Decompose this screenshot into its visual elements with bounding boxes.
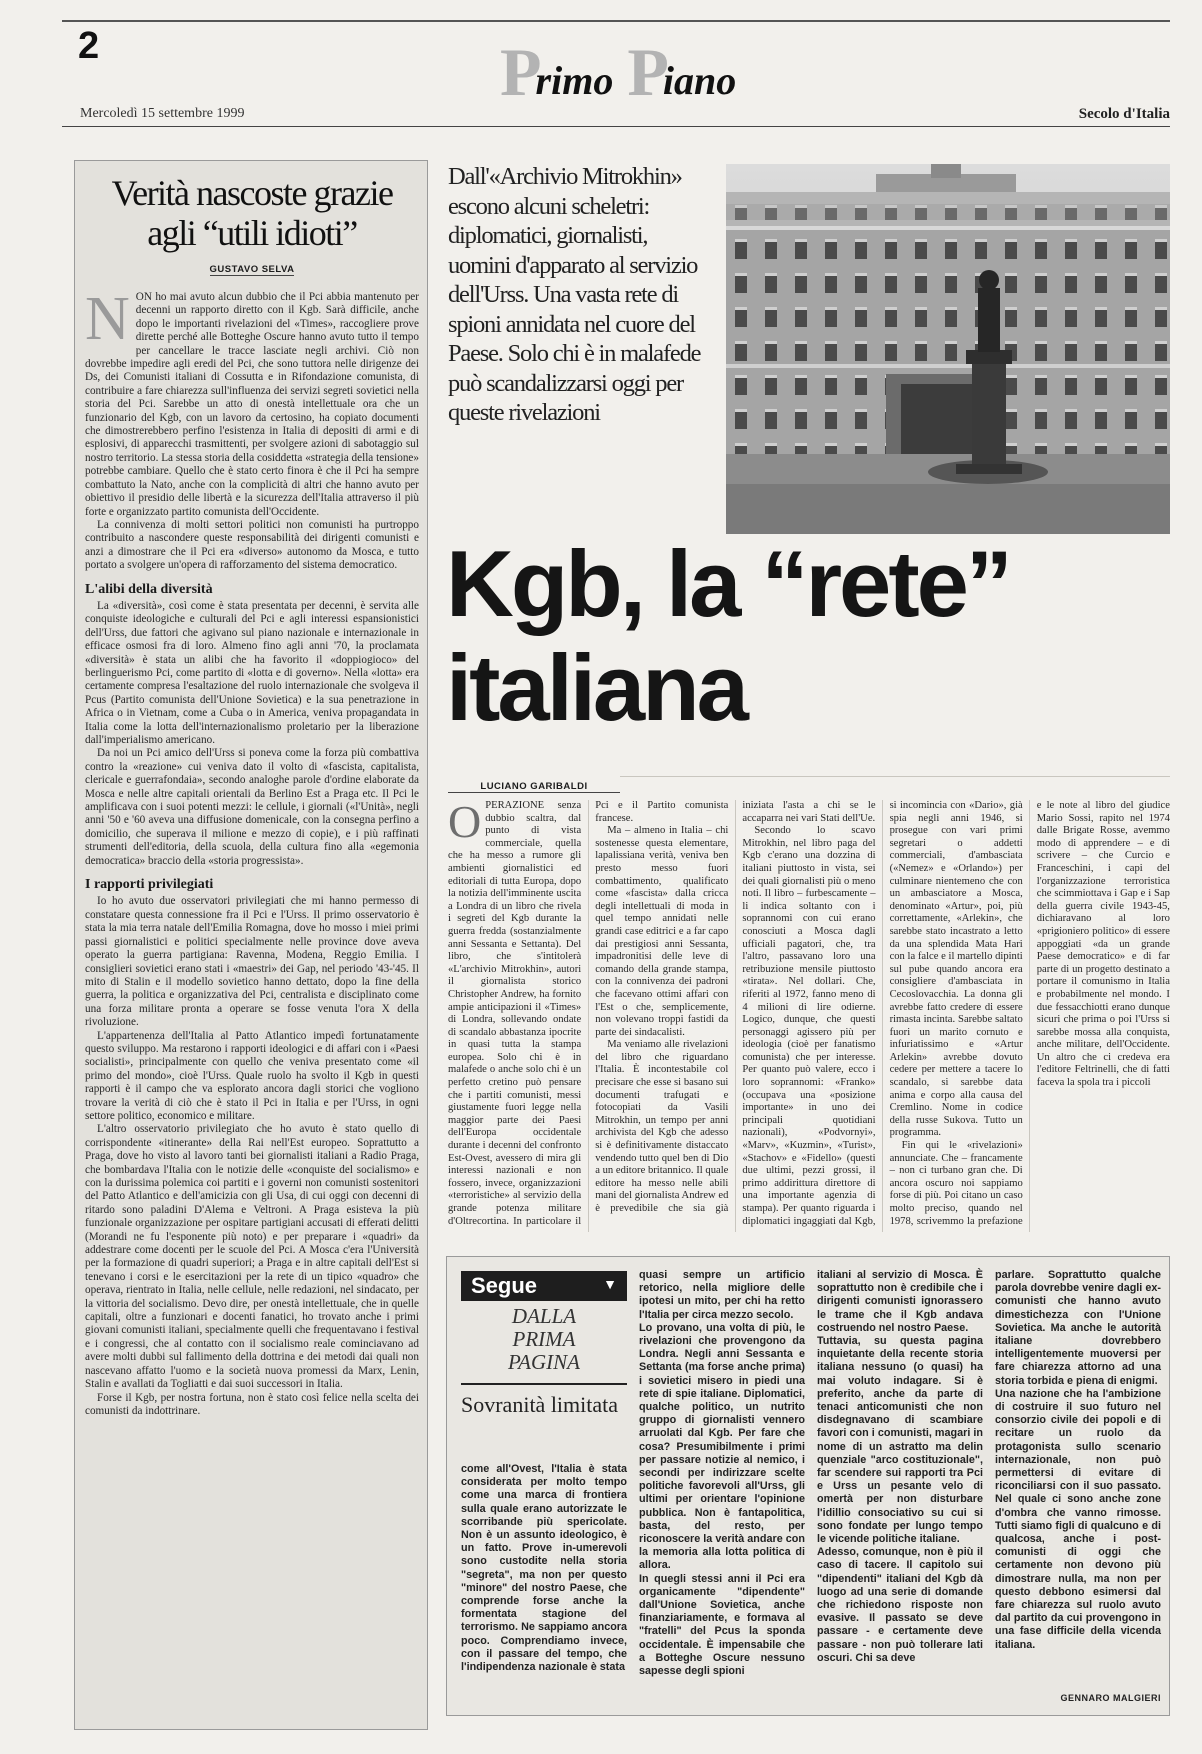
section-initial-2: P <box>627 34 669 110</box>
editorial-box <box>74 160 428 1730</box>
editorial-subhead-1: L'alibi della diversità <box>85 581 213 597</box>
editorial-section1-1: La «diversità», così come è stata presentata per decenni, è servita alle conquiste ideologiche e culturali del Pci e agli interessi espansionistici dell'Urss, due fattori che agivano sul piano nazionale e internazionale in efficace osmosi fra di loro. Almeno fino agli anni '70, la proclamata «diversità» è stata un alibi che ha favorito il «doppiogioco» del berlinguerismo Pci, come partito di «lotta e di governo». Nella «lotta» era certamente compresa l'esaltazione del ruolo internazionale che svolgeva il Pcus (Partito comunista dell'Unione Sovietica) e la sua penetrazione in Africa o in Vietnam, come a Cuba o in America, veniva propagandata in Italia come la lotta dell'internazionalismo proletario per la liberazione dall'imperialismo americano. <box>85 599 419 746</box>
continued-badge-label: Segue <box>471 1273 538 1298</box>
editorial-body <box>85 285 419 1418</box>
continued-col-1: come all'Ovest, l'Italia è stata considerata per molto tempo come una marca di frontiera sulla quale erano autorizzate le scorribande più spericolate. Non è un assunto ideologico, è un fatto. Prove in-umerevoli sono custodite nella storia "segreta", ma non per questo "minore" del nostro Paese, che comprende forse anche la formentata stagione del terrorismo. Ne sappiamo ancora poco. Comprendiamo invece, con il passare del tempo, che l'indipendenza nazionale è stata <box>461 1463 627 1674</box>
lead-paragraph-3: Ma veniamo alle rivelazioni del libro che riguardano l'Italia. È incontestabile col precisare che esse si basano sui documenti trafugati e fotocopiati da Vasili Mitrokhin, un tempo per anni archivista del Kgb che adesso si è definitivamente distaccato vendendo tutto quel ben di Dio a un editore britannico. Il quale editore ha messo nelle abili mani del giornalista Andrew ed è prevedibile che sia già iniziata l'asta a chi se le accaparra nei vari Stati dell'Ue. <box>595 800 876 1214</box>
continued-title: Sovranità limitata <box>461 1383 627 1419</box>
continued-arrow-icon: ▼ <box>603 1278 617 1293</box>
section-initial-1: P <box>500 34 542 110</box>
editorial-section2-1: Io ho avuto due osservatori privilegiati che mi hanno permesso di constatare questa connessione fra il Pci e l'Urss. Il primo osservatorio è stata la mia terra natale dell'Emilia Romagna, dove ho mosso i miei primi passi giornalistici e politici specialmente nelle province dove aveva operato la guerra partigiana: Ravenna, Modena, Reggio Emilia. I consiglieri sovietici erano stati i «maestri» dei Gap, nel periodo '43-'45. Il mito di Stalin e il modello sovietico hanno dettato, dopo la fine della guerra, la politica e organizzativa del Pci, centralista e disciplinato come una forza militare pronta a operare se fosse venuta l'ora X della rivoluzione. <box>85 895 419 1029</box>
lead-paragraph-5: Fin qui le «rivelazioni» annunciate. Che – francamente – non ci turbano gran che. Di ancora oscuro noi sappiamo forse di più. Poi citano un caso molto preciso, quando nel 1978, scrivemmo la prefazione e le note al libro del giudice Mario Sossi, rapito nel 1974 dalle Brigate Rosse, avemmo modo di apprendere – e di scrivere – che Curcio e Franceschini, i capi del l'organizzazione terroristica che scimmiottava i Gap e i Sap della guerra civile 1943-45, dichiaravano al loro «prigioniero politico» di essere appoggiati «da un grande Paese democratico» e di far parte di un progetto destinato a portare il comunismo in Italia e probabilmente nel mondo. I due fessacchiotti erano dunque sicuri che prima o poi l'Urss si sarebbe mossa alla conquista, anche militare, dell'Occidente. Un altro che ci credeva era l'editore Feltrinelli, che di fatti faceva la spola tra i piccoli <box>889 800 1170 1227</box>
editorial-intro-1: ON ho mai avuto alcun dubbio che il Pci abbia mantenuto per decenni un rapporto diretto con il Kgb. Sarà difficile, anche dopo le importanti rivelazioni del «Times», raccogliere prove dirette perché alle Botteghe Oscure hanno avuto tutto il tempo per cancellare le tracce lasciate negli archivi. Ciò non dovrebbe impedire agli eredi del Pci, che sono tuttora nelle dirigenze dei Ds, dei Comunisti italiani di Cossutta e in Rifondazione comunista, di contribuire a fare chiarezza sull'influenza dei servizi segreti sovietici nella storia del Pci. Sarebbe un atto di onestà intellettuale ora che un funzionario del Kgb, con un lavoro da certosino, ha copiato documenti che dimostrerebbero perfino l'esistenza in Italia di depositi di armi e di esplosivi, di apparecchi trasmittenti, per svolgere azioni di sabotaggio sul nostro territorio. La stessa storia della cosiddetta «strategia della tensione» potrebbe cambiare. Quello che è stato certo finora è che il Pci ha sempre combattuto la Nato, anche con la complicità di altri che hanno avuto per obiettivo il presidio delle libertà e la sicurezza dell'Italia attraverso il più forte e organizzato partito comunista dell'Occidente. <box>85 291 419 518</box>
editorial-section2-2: L'appartenenza dell'Italia al Patto Atlantico impedì fortunatamente questo sviluppo. Ma restarono i rapporti ideologici e di affari con i «Paesi socialisti», principalmente con quello che veniva presentato come «il primo del mondo», cioè l'Urss. Quale ruolo ha svolto il Kgb in questi rapporti è il campo che va esplorato ancora dagli storici che vogliono trovare la verità di ciò che è stato il Pci in Italia e per l'Urss, in ogni settore politico, economico e militare. <box>85 1029 419 1122</box>
lead-paragraph-2: Ma – almeno in Italia – chi sostenesse questa elementare, lapalissiana verità, veniva ben presto messo fuori combattimento, qualificato come «fascista» dalla cricca degli intellettuali di moda in quel tempo annidati nelle grandi case editrici e a far capo dai prestigiosi anni Sessanta, impadronitisi delle leve di comando della grande stampa, con la connivenza dei padroni che facevano ottimi affari con l'Est o che, semplicemente, non volevano troppi fastidi da parte dei sindacalisti. <box>595 825 729 1038</box>
continued-col-2: quasi sempre un artificio retorico, nella migliore delle ipotesi un mito, per chi ha retto l'Italia per circa mezzo secolo. Lo provano, una volta di più, le rivelazioni che provengono da Londra. Negli anni Sessanta e Settanta (ma forse anche prima) i sovietici misero in piedi una rete di spie italiane. Diplomatici, qualche politico, un nutrito gruppo di giornalisti vennero arruolati dal Kgb. Per fare che cosa? Presumibilmente i primi per passare notizie al nemico, i secondi per indirizzare scelte politiche favorevoli all'Urss, gli ultimi per orientare l'opinione pubblica. Non è fantapolitica, basta, del resto, per riconoscere la verità andare con la memoria alla lotta politica di allora. In quegli stessi anni il Pci era organicamente "dipendente" dall'Unione Sovietica, anche finanziariamente, e formava al "fratelli" del Pcus la sponda occidentale. È impensabile che a Botteghe Oscure nessuno sapesse degli spioni <box>639 1269 805 1678</box>
lead-dropcap: O <box>448 800 482 847</box>
lead-author: LUCIANO GARIBALDI <box>480 781 588 792</box>
header-date: Mercoledì 15 settembre 1999 <box>80 106 245 121</box>
editorial-author: GUSTAVO SELVA <box>209 264 295 275</box>
continued-author: GENNARO MALGIERI <box>1060 1693 1161 1703</box>
editorial-title: Verità nascoste grazie agli “utili idioti” <box>111 173 393 253</box>
section-word-2: iano <box>662 58 737 103</box>
editorial-section2-3: L'altro osservatorio privilegiato che ho avuto è stato quello di corrispondente «itinerante» della Rai nell'Est europeo. Soprattutto a Praga, dove ho visto al lavoro tanti bei giornalisti italiani a Radio Praga, che bombardava l'Italia con le notizie delle «conquiste del socialismo» e con la durissima polemica coi partiti e i governi non comunisti sostenitori del Patto Atlantico e dell'amicizia con gli Usa, di cui oggi con decenni di ritardo sono paladini D'Alema e Veltroni. A Praga esisteva la più funzionale organizzazione per ospitare partigiani accusati di efferati delitti (Morandi ne fu l'esponente più noto) e per preparare i «quadri» da addestrare come docenti per le scuole del Pci. A Mosca c'era l'Università per la formazione di quadri superiori; a Praga e in altre capitali dell'Est si tenevano i corsi e le esercitazioni per la rete di un tipico «quadro» che operava, rientrato in Italia, nelle cellule, nelle redazioni, nel sindacato, per la vittoria del socialismo. Devo dire, per onestà intellettuale, che in quelle capitali, oltre a funzionari e docenti fanatici, ho trovato anche i primi giovani comunisti italiani, specialmente quelli che frequentavano i festival e i congressi, che al contatto con il socialismo reale cominciavano ad avere molti dubbi sul fallimento della dottrina e dei metodi dai quali non nascevano affatto l'uomo e la società nuova promessi da Marx, Lenin, Stalin e avallati da Togliatti e dai suoi successori in Italia. <box>85 1123 419 1391</box>
editorial-section1-2: Da noi un Pci amico dell'Urss si poneva come la forza più combattiva contro la «reazione» cui veniva dato il volto di «fascista, capitalista, clericale e guerrafondaia», secondo analoghe parole d'ordine elaborate da Mosca e nelle altre capitali orientali da Berlino Est a Praga etc. Il Pci le amplificava con i suoi potenti mezzi: le cellule, i giornali («l'Unità», negli anni '50 e '60 aveva una diffusione domenicale, con la consegna perfino a domicilio, che superava il milione e mezzo di copie), e i più raffinati strumenti dell'editoria, della scuola, della cultura fino alla «egemonia democratica» braccio della «storia progressista». <box>85 747 419 867</box>
header-rule <box>62 126 1170 127</box>
lead-author-rule <box>448 792 620 793</box>
editorial-dropcap: N <box>85 285 130 353</box>
newspaper-name: Secolo d'Italia <box>1078 106 1170 122</box>
continued-box <box>446 1256 1170 1716</box>
editorial-intro-2: La connivenza di molti settori politici non comunisti ha purtroppo contribuito a nascondere queste responsabilità dei dirigenti comunisti e anzi a dimostrare che il Pci era «diverso» autonomo da Mosca, e tutto portato a svolgere un'opera di rafforzamento del sistema democratico. <box>85 518 419 572</box>
continued-source-line-3: PAGINA <box>508 1350 580 1374</box>
section-word-1: rimo <box>535 58 614 103</box>
headline-line-2: italiana <box>446 635 746 740</box>
lead-paragraph-4: Secondo lo scavo Mitrokhin, nel libro paga del Kgb c'erano una dozzina di italiani piuttosto in vista, sei dei quali giornalisti più o meno noti. Il libro – furbescamente – li indica soltanto con i soprannomi con cui erano conosciuti a Mosca dagli ufficiali pagatori, che, tra l'altro, passavano loro una retribuzione mensile piuttosto «tirata». Nel dollari. Che, riferiti al 1972, fanno meno di 4 milioni di lire odierne. Logico, dunque, che questi personaggi agissero più per ideologia (cioè per fanatismo comunista) che per interesse. Per quanto può valere, ecco i loro soprannomi: «Franko» (occupava una «posizione importante» in uno dei principali quotidiani nazionali), «Podvornyi», «Marv», «Kuzmin», «Turist», «Stachov» e «Fidello» (questi due ultimi, pezzi grossi, il primo addirittura direttore di una importante agenzia di stampa). Per quanto riguarda i diplomatici ingaggiati dal Kgb, si incomincia con «Dario», già spia negli anni 1946, si prosegue con vari primi segretari o addetti commerciali, d'ambasciata («Nemez» e «Orlando») per culminare nientemeno che con un ambasciatore a Mosca, denominato «Artur», poi, più correttamente, «Arlekin», che sarebbe stato incastrato a letto da una splendida Mata Hari con la falce e il martello dipinti sul pube quando ancora era consigliere d'ambasciata in Cecoslovacchia. La donna gli avrebbe fatto credere di essere rimasta incinta. Sarebbe saltato fuori un marito cornuto e infuriatissimo e «Artur Arlekin» avrebbe dovuto cedere per mettere a tacere lo scandalo, si sarebbe data anima e corpo alla causa del Cremlino. Nome in codice della russe Sukova. Tutto un programma. <box>742 800 1023 1227</box>
top-rule <box>62 20 1170 22</box>
continued-col-3: italiani al servizio di Mosca. È soprattutto non è credibile che i dirigenti comunisti ignorassero le trame che il Kgb andava costruendo nel nostro Paese. Tuttavia, su questa pagina inquietante della recente storia italiana nessuno (o quasi) ha mai voluto indagare. Si è preferito, anche da parte di tenaci anticomunisti che non disdegnavano di scambiare favori con i comunisti, magari in nome di un astratto ma delin quenziale "arco costituzionale", far scendere sui rapporti tra Pci e Urss un pesante velo di omertà per non disturbare l'idillio consociativo su cui si sono fondate per lungo tempo le vicende politiche italiane. Adesso, comunque, non è più il caso di tacere. Il capitolo sui "dipendenti" italiani del Kgb dà luogo ad una serie di domande che richiedono risposte non evasive. Il passato se deve passare - e certamente deve passare - non può tollerare lati oscuri. Chi sa deve <box>817 1269 983 1664</box>
editorial-section2-4: Forse il Kgb, per nostra fortuna, non è stato così felice nella scelta dei comunisti da indottrinare. <box>85 1391 419 1417</box>
lead-paragraph-1: PERAZIONE senza dubbio scaltra, dal punto di vista commerciale, quella che ha messo a rumore gli ambienti giornalistici ed editoriali di tutta Europa, dopo la notizia dell'imminente uscita a Londra di un libro che rivela i segreti del Kgb durante la guerra fredda (sostanzialmente anni Sessanta e Settanta). Del libro, che s'intitolerà «L'archivio Mitrokhin», autori il giornalista storico Christopher Andrew, ha fornito ampie anticipazioni il «Times» di Londra, sollevando ondate di scandalo abbastanza ipocrite in quasi tutta la stampa europea. Solo chi è in malafede o anche solo chi è un perfetto cretino può pensare che i partiti comunisti, messi giustamente fuori legge nella maggior parte dei Paesi dell'Europa occidentale durante i decenni del confronto Est-Ovest, avessero di mira gli interessi nazionali e non fossero, invece, organizzazioni «terroristiche» al servizio della grande potenza militare d'Oltrecortina. In particolare il Pci e il Partito comunista francese. <box>448 800 729 1227</box>
continued-badge <box>461 1271 627 1301</box>
continued-source-line-2: PRIMA <box>512 1327 576 1351</box>
page-number: 2 <box>78 25 100 67</box>
continued-source <box>461 1305 627 1374</box>
continued-col-4: parlare. Soprattutto qualche parola dovrebbe venire dagli ex-comunisti che hanno avuto dimestichezza con l'Unione Sovietica. Ma anche le autorità italiane dovrebbero intelligentemente muoversi per fare chiarezza attorno ad una storia torbida e piena di enigmi. Una nazione che ha l'ambizione di costruire il suo futuro nel consorzio civile dei popoli e di recitare un ruolo da protagonista sullo scenario internazionale, non può permettersi di evitare di riconciliarsi con il suo passato. Nel quale ci sono anche zone d'ombra che vanno rimosse. Tutti siamo figli di qualcuno e di qualcosa, anche i post-comunisti di oggi che certamente non devono più dimostrare nulla, ma non per questo debbono esimersi dal fare chiarezza sul ruolo avuto dal partito da cui provengono in una fase difficile della vicenda italiana. <box>995 1269 1161 1651</box>
editorial-subhead-2: I rapporti privilegiati <box>85 877 214 893</box>
continued-source-line-1: DALLA <box>511 1304 577 1328</box>
lead-columns-rule <box>620 776 1170 777</box>
headline-line-1: Kgb, la “rete” <box>446 531 1010 636</box>
kgb-building-photo <box>726 164 1170 534</box>
lead-body <box>448 800 1170 1232</box>
section-title <box>500 34 737 110</box>
lead-deck: Dall'«Archivio Mitrokhin» escono alcuni scheletri: diplomatici, giornalisti, uomini d'apparato al servizio dell'Urss. Una vasta rete di spioni annidata nel cuore del Paese. Solo chi è in malafede può scandalizzarsi oggi per queste rivelazioni <box>448 163 701 426</box>
